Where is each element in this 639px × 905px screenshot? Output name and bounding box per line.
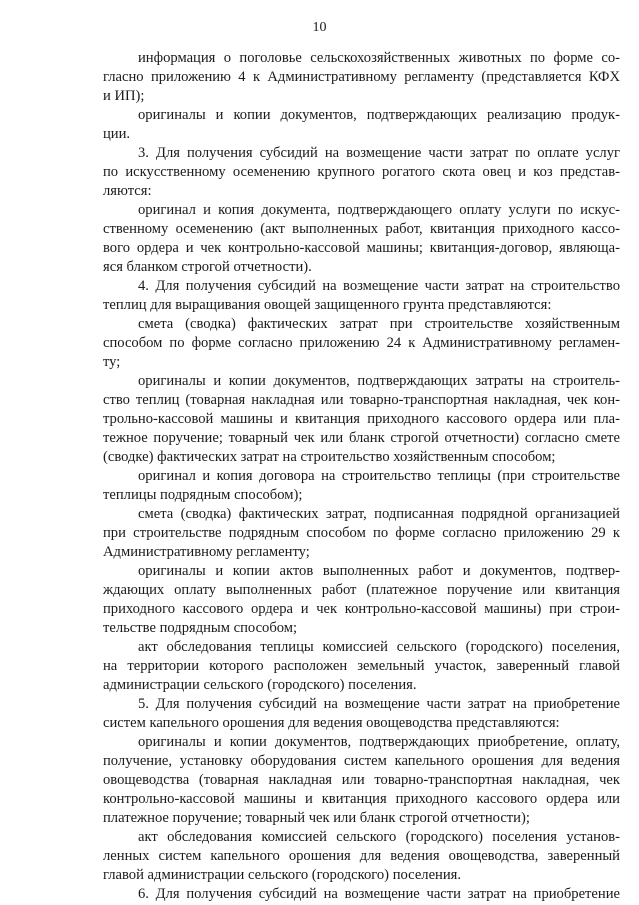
text-line: администрации сельского (городского) поселения. bbox=[103, 677, 417, 693]
text-line: вого ордера и чек контрольно-кассовой машины; квитанция-договор, являюща- bbox=[103, 240, 620, 256]
text-line: трольно-кассовой машины и квитанция приходного кассового ордера или пла- bbox=[103, 411, 620, 427]
text-line: Административному регламенту; bbox=[103, 544, 310, 560]
text-line: ство теплиц (товарная накладная или товарно-транспортная накладная, чек кон- bbox=[103, 392, 620, 408]
text-line: получение, установку оборудования систем капельного орошения для ведения bbox=[103, 753, 620, 769]
text-line: главой администрации сельского (городского) поселения. bbox=[103, 867, 462, 883]
text-line: тежное поручение; товарный чек или бланк строгой отчетности) согласно смете bbox=[103, 430, 620, 446]
text-line: при строительстве подрядным способом по форме согласно приложению 29 к bbox=[103, 525, 620, 541]
text-line: платежное поручение; товарный чек или бланк строгой отчетности); bbox=[103, 810, 530, 826]
text-line: яся бланком строгой отчетности). bbox=[103, 259, 312, 275]
text-line: смета (сводка) фактических затрат при строительстве хозяйственным bbox=[138, 316, 620, 332]
text-line: по искусственному осеменению крупного рогатого скота овец и коз представ- bbox=[103, 164, 620, 180]
text-line: ляются: bbox=[103, 183, 152, 199]
text-line: ждающих оплату выполненных работ (платежное поручение или квитанция bbox=[103, 582, 620, 598]
text-line: ственному осеменению (акт выполненных работ, квитанция приходного кассо- bbox=[103, 221, 620, 237]
text-line: контрольно-кассовой машины и квитанция приходного кассового ордера или bbox=[103, 791, 620, 807]
text-line: оригиналы и копии документов, подтверждающих реализацию продук- bbox=[138, 107, 620, 123]
text-line: ции. bbox=[103, 126, 131, 142]
text-line: способом по форме согласно приложению 24 к Административному регламен- bbox=[103, 335, 620, 351]
text-line: оригиналы и копии документов, подтверждающих затраты на строитель- bbox=[138, 373, 620, 389]
text-line: акт обследования теплицы комиссией сельского (городского) поселения, bbox=[138, 639, 620, 655]
text-line: на территории которого расположен земельный участок, заверенный главой bbox=[103, 658, 620, 674]
text-line: 5. Для получения субсидий на возмещение части затрат на приобретение bbox=[138, 696, 620, 712]
text-line: гласно приложению 4 к Административному регламенту (представляется КФХ bbox=[103, 69, 620, 85]
text-line: (сводке) фактических затрат на строительство хозяйственным способом; bbox=[103, 449, 556, 465]
text-line: акт обследования комиссией сельского (городского) поселения установ- bbox=[138, 829, 620, 845]
text-line: тельстве подрядным способом; bbox=[103, 620, 298, 636]
text-line: теплиц для выращивания овощей защищенного грунта представляются: bbox=[103, 297, 552, 313]
text-line: теплицы подрядным способом); bbox=[103, 487, 303, 503]
text-line: ту; bbox=[103, 354, 121, 370]
text-line: информация о поголовье сельскохозяйственных животных по форме со- bbox=[138, 50, 620, 66]
text-line: и ИП); bbox=[103, 88, 145, 104]
text-line: 4. Для получения субсидий на возмещение части затрат на строительство bbox=[138, 278, 620, 294]
text-line: оригиналы и копии документов, подтверждающих приобретение, оплату, bbox=[138, 734, 620, 750]
text-line: приходного кассового ордера и чек контрольно-кассовой машины) при строи- bbox=[103, 601, 620, 617]
text-line: овощеводства (товарная накладная или товарно-транспортная накладная, чек bbox=[103, 772, 620, 788]
text-line: смета (сводка) фактических затрат, подписанная подрядной организацией bbox=[138, 506, 620, 522]
text-line: оригинал и копия документа, подтверждающего оплату услуги по искус- bbox=[138, 202, 620, 218]
text-line: оригинал и копия договора на строительство теплицы (при строительстве bbox=[138, 468, 620, 484]
text-line: систем капельного орошения для ведения овощеводства представляются: bbox=[103, 715, 560, 731]
page-number: 10 bbox=[312, 20, 327, 35]
text-line: оригиналы и копии актов выполненных работ и документов, подтвер- bbox=[138, 563, 620, 579]
text-line: 6. Для получения субсидий на возмещение части затрат на приобретение bbox=[138, 886, 620, 902]
text-line: ленных систем капельного орошения для ведения овощеводства, заверенный bbox=[103, 848, 620, 864]
text-line: 3. Для получения субсидий на возмещение части затрат по оплате услуг bbox=[138, 145, 620, 161]
